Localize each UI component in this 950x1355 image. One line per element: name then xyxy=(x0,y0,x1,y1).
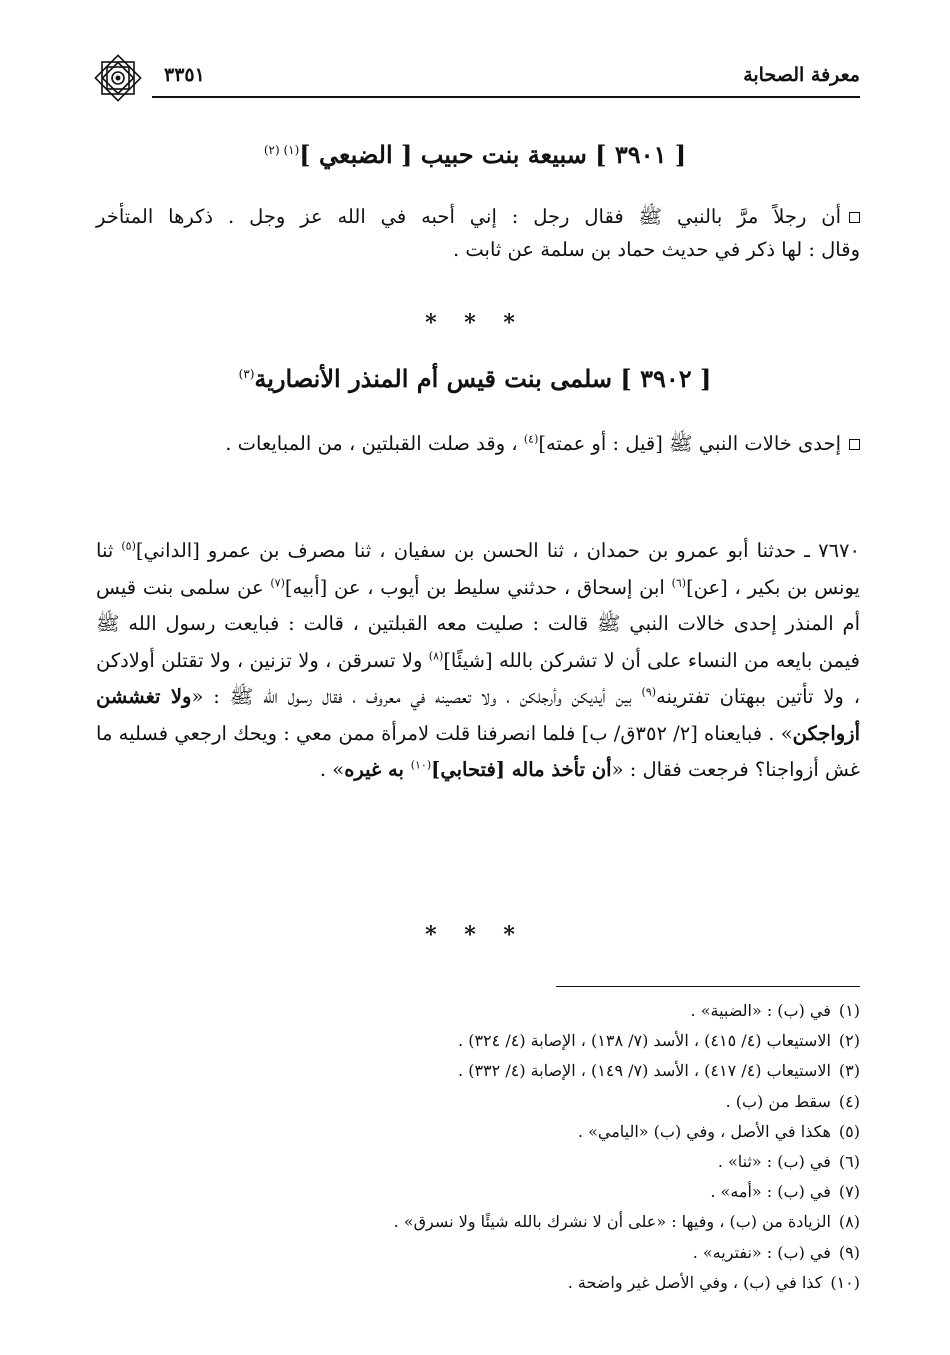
footnote-text: كذا في (ب) ، وفي الأصل غير واضحة . xyxy=(567,1272,823,1292)
footnote-number: (٤) xyxy=(838,1091,860,1111)
footnote-number: (١٠) xyxy=(830,1272,860,1292)
footnote-number: (١) xyxy=(838,1001,860,1020)
text-span: » . فبايعناه [٢/ ٣٥٢ق/ ب] فلما انصرفنا قلت لامرأة ممن معي : ويحك ارجعي فسليه ما غش أزواجنا؟ فرجعت فقال : « xyxy=(96,721,860,781)
text-span: أن رجلاً مرَّ بالنبي ﷺ فقال رجل : إني أحبه في الله عز وجل . ذكرها المتأخر xyxy=(96,205,841,228)
text-span: » . xyxy=(319,758,345,781)
entry-heading-3901 xyxy=(90,140,860,169)
footnote-ref: (٤) xyxy=(523,432,539,446)
running-header xyxy=(92,54,860,100)
text-span: بين أيديكن وأرجلكن ، ولا تعصينه في معروف ، فقال رسول الله ﷺ : « xyxy=(191,685,642,708)
footnote-rule xyxy=(556,986,860,987)
footnote-text: سقط من (ب) . xyxy=(725,1091,831,1111)
footnotes-list xyxy=(96,996,860,1298)
footnote-item xyxy=(96,1056,860,1086)
square-bullet-icon xyxy=(849,439,860,450)
entry-body-3902 xyxy=(96,427,860,460)
text-span: ٧٦٧٠ ـ حدثنا أبو عمرو بن حمدان ، ثنا الحسن بن سفيان ، ثنا مصرف بن عمرو [الداني] xyxy=(135,539,861,562)
text-span: ، وقد صلت القبلتين ، من المبايعات . xyxy=(225,432,524,455)
entry-heading-text: [ ٣٩٠١ ] سبيعة بنت حبيب [ الضبعي ] xyxy=(299,140,687,169)
footnote-text: في (ب) : «أمه» . xyxy=(710,1182,831,1202)
footnote-number: (٧) xyxy=(838,1182,860,1202)
footnote-ref: (٩) xyxy=(641,685,657,699)
footnote-item xyxy=(96,1147,860,1177)
entry-heading-3902 xyxy=(90,364,860,393)
footnote-ref: (٦) xyxy=(671,576,687,589)
footnote-number: (٢) xyxy=(838,1031,860,1051)
header-rule xyxy=(152,96,860,98)
footnote-item xyxy=(96,1177,860,1207)
text-span: ابن إسحاق ، حدثني سليط بن أيوب ، عن [أبيه] xyxy=(284,575,672,599)
prophetic-quote: أن تأخذ ماله [فتحابي] xyxy=(431,758,612,781)
footnote-ref: (٣) xyxy=(238,367,255,381)
page-number: ٣٣٥١ xyxy=(164,64,205,86)
footnote-ref: (٧) xyxy=(270,576,285,589)
footnote-ref: (٥) xyxy=(121,539,136,553)
entry-heading-text: [ ٣٩٠٢ ] سلمى بنت قيس أم المنذر الأنصارية xyxy=(254,364,712,393)
section-separator: * * * xyxy=(425,922,525,948)
footnote-number: (٦) xyxy=(838,1152,860,1172)
footnote-text: الاستيعاب (٤/ ٤١٧) ، الأسد (٧/ ١٤٩) ، الإصابة (٤/ ٣٣٢) . xyxy=(458,1061,831,1081)
book-title: معرفة الصحابة xyxy=(743,64,860,86)
footnote-text: في (ب) : «نفتريه» . xyxy=(692,1242,831,1262)
prophetic-quote: ولا تغششن أزواجكن xyxy=(96,685,861,745)
star-ornament-icon xyxy=(90,50,146,106)
footnote-item xyxy=(96,1238,860,1268)
footnote-ref: (١٠) xyxy=(410,758,432,772)
text-line xyxy=(96,200,860,233)
footnote-text: الزيادة من (ب) ، وفيها : «على أن لا نشرك بالله شيئًا ولا نسرق» . xyxy=(393,1212,831,1232)
text-span: إحدى خالات النبي ﷺ [قيل : أو عمته] xyxy=(538,432,841,455)
section-separator: * * * xyxy=(425,310,525,336)
footnote-item xyxy=(96,1117,860,1147)
prophetic-quote: به غيره xyxy=(344,758,411,781)
footnote-item xyxy=(96,1026,860,1056)
footnote-item xyxy=(96,1087,860,1117)
footnote-number: (٩) xyxy=(838,1242,860,1262)
footnote-ref: (١) (٢) xyxy=(263,143,300,157)
footnote-number: (٣) xyxy=(838,1061,860,1081)
text-span: ولا تسرقن ، ولا تزنين ، ولا تقتلن أولادكن ، ولا تأتين ببهتان تفترينه xyxy=(96,648,861,708)
text-span: عن سلمى بنت قيس أم المنذر إحدى خالات النبي ﷺ قالت : صليت معه القبلتين ، قالت : فبايعت رسول الله ﷺ فيمن بايعه من النساء على أن لا تشركن بالله [شيئًا] xyxy=(96,575,860,672)
square-bullet-icon xyxy=(849,212,860,223)
entry-body-3901 xyxy=(96,200,860,266)
footnote-ref: (٨) xyxy=(428,649,444,662)
text-line: وقال : لها ذكر في حديث حماد بن سلمة عن ثابت . xyxy=(452,238,860,261)
footnote-text: الاستيعاب (٤/ ٤١٥) ، الأسد (٧/ ١٣٨) ، الإصابة (٤/ ٣٢٤) . xyxy=(458,1031,831,1051)
footnote-text: في (ب) : «الضبية» . xyxy=(690,1001,831,1020)
footnote-item xyxy=(96,1268,860,1298)
footnote-text: هكذا في الأصل ، وفي (ب) «اليامي» . xyxy=(577,1121,831,1141)
footnote-item xyxy=(96,996,860,1026)
footnote-number: (٥) xyxy=(838,1121,860,1141)
hadith-7670 xyxy=(96,533,860,789)
text-span: ثنا يونس بن بكير ، [عن] xyxy=(96,539,860,599)
footnote-item xyxy=(96,1207,860,1237)
footnote-number: (٨) xyxy=(838,1212,860,1232)
footnote-text: في (ب) : «ثنا» . xyxy=(717,1152,831,1172)
